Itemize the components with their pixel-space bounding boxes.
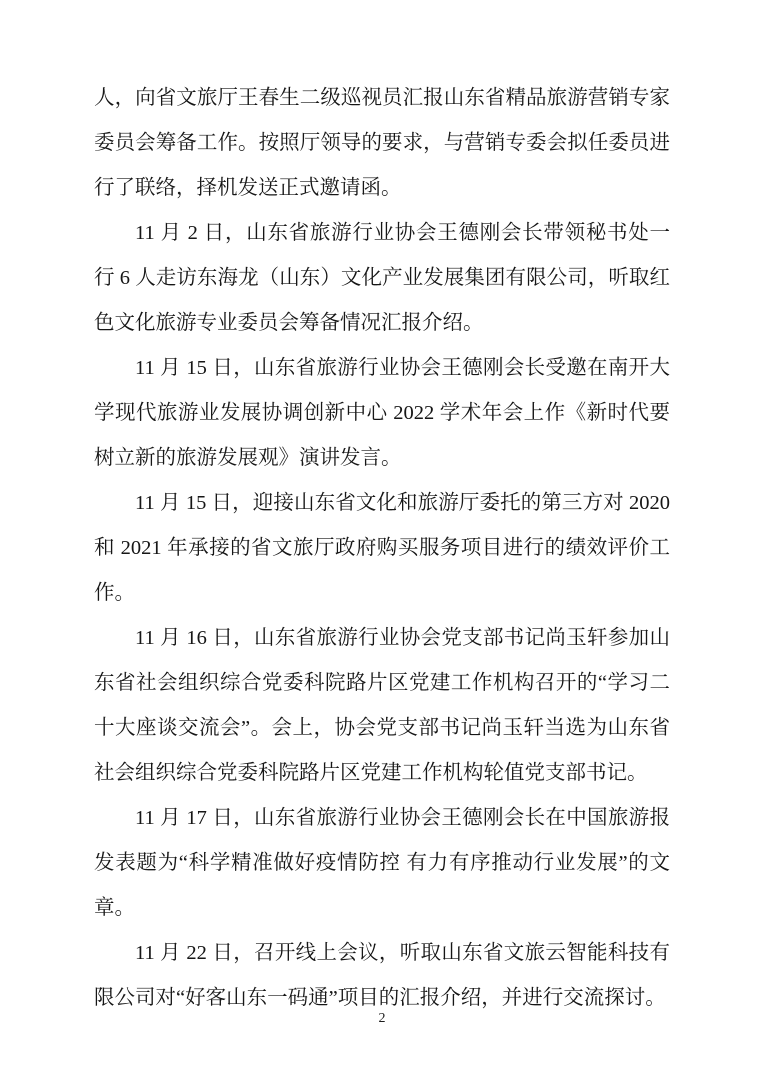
page-footer <box>0 1009 764 1027</box>
paragraph-continuation: 人，向省文旅厅王春生二级巡视员汇报山东省精品旅游营销专家委员会筹备工作。按照厅领导的要求，与营销专委会拟任委员进行了联络，择机发送正式邀请函。 <box>94 87 670 199</box>
paragraph-nov-15-lecture: 11 月 15 日，山东省旅游行业协会王德刚会长受邀在南开大学现代旅游业发展协调创新中心 2022 学术年会上作《新时代要树立新的旅游发展观》演讲发言。 <box>94 357 670 469</box>
paragraph-nov-2: 11 月 2 日，山东省旅游行业协会王德刚会长带领秘书处一行 6 人走访东海龙（山东）文化产业发展集团有限公司，听取红色文化旅游专业委员会筹备情况汇报介绍。 <box>94 222 670 334</box>
page-number: 2 <box>378 1011 386 1026</box>
page-body <box>94 76 670 1021</box>
paragraph-nov-22: 11 月 22 日，召开线上会议，听取山东省文旅云智能科技有限公司对“好客山东一码通”项目的汇报介绍，并进行交流探讨。 <box>94 942 670 1009</box>
paragraph-nov-15-evaluation: 11 月 15 日，迎接山东省文化和旅游厅委托的第三方对 2020 和 2021 年承接的省文旅厅政府购买服务项目进行的绩效评价工作。 <box>94 492 670 604</box>
paragraph-nov-17: 11 月 17 日，山东省旅游行业协会王德刚会长在中国旅游报发表题为“科学精准做好疫情防控 有力有序推动行业发展”的文章。 <box>94 807 670 919</box>
paragraph-nov-16: 11 月 16 日，山东省旅游行业协会党支部书记尚玉轩参加山东省社会组织综合党委科院路片区党建工作机构召开的“学习二十大座谈交流会”。会上，协会党支部书记尚玉轩当选为山东省社会组织综合党委科院路片区党建工作机构轮值党支部书记。 <box>94 627 670 784</box>
